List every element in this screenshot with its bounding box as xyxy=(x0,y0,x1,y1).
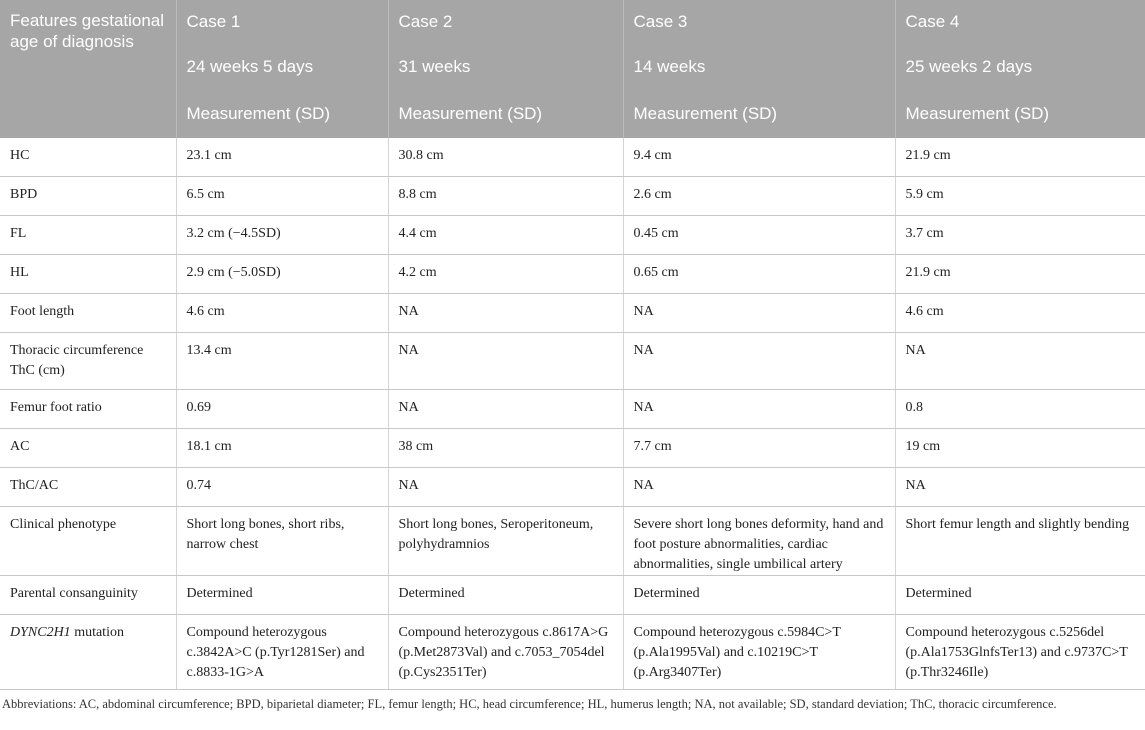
header-features: Features gestational age of diagnosis xyxy=(0,0,176,138)
table-cell: 4.2 cm xyxy=(388,255,623,294)
table-cell: Compound heterozygous c.5984C>T (p.Ala1995Val) and c.10219C>T (p.Arg3407Ter) xyxy=(623,615,895,690)
row-feature: Femur foot ratio xyxy=(0,390,176,429)
table-cell: Compound heterozygous c.3842A>C (p.Tyr1281Ser) and c.8833-1G>A xyxy=(176,615,388,690)
table-row xyxy=(0,507,1145,576)
table-row xyxy=(0,429,1145,468)
row-feature: AC xyxy=(0,429,176,468)
table-body xyxy=(0,138,1145,690)
header-case-name: Case 1 xyxy=(176,0,388,44)
table-cell: 21.9 cm xyxy=(895,255,1145,294)
header-gestational-age: 25 weeks 2 days xyxy=(895,44,1145,90)
table-cell: 23.1 cm xyxy=(176,138,388,177)
table-row xyxy=(0,216,1145,255)
table-cell: 30.8 cm xyxy=(388,138,623,177)
header-measurement: Measurement (SD) xyxy=(623,90,895,138)
table-row xyxy=(0,177,1145,216)
table-cell: NA xyxy=(388,390,623,429)
footnote: Abbreviations: AC, abdominal circumference; BPD, biparietal diameter; FL, femur length; HC, head circumference; HL, humerus length; NA, not available; SD, standard deviation; ThC, thoracic circumference. xyxy=(2,697,1057,711)
table-cell: 9.4 cm xyxy=(623,138,895,177)
table-cell: 0.74 xyxy=(176,468,388,507)
table-cell: 0.65 cm xyxy=(623,255,895,294)
gene-suffix: mutation xyxy=(70,625,124,640)
table-cell: NA xyxy=(623,468,895,507)
table-cell: 2.9 cm (−5.0SD) xyxy=(176,255,388,294)
table-cell: 8.8 cm xyxy=(388,177,623,216)
table-cell: Short femur length and slightly bending xyxy=(895,507,1145,576)
table-cell: 38 cm xyxy=(388,429,623,468)
table-cell: Short long bones, short ribs, narrow chest xyxy=(176,507,388,576)
table-row xyxy=(0,615,1145,690)
table-cell: NA xyxy=(388,333,623,390)
table-row xyxy=(0,255,1145,294)
table-cell: Compound heterozygous c.8617A>G (p.Met2873Val) and c.7053_7054del (p.Cys2351Ter) xyxy=(388,615,623,690)
table-cell: 4.4 cm xyxy=(388,216,623,255)
table-cell: Short long bones, Seroperitoneum, polyhydramnios xyxy=(388,507,623,576)
table-cell: Severe short long bones deformity, hand and foot posture abnormalities, cardiac abnormalities, single umbilical artery xyxy=(623,507,895,576)
header-gestational-age: 14 weeks xyxy=(623,44,895,90)
gene-name: DYNC2H1 xyxy=(10,625,71,640)
table-cell: Determined xyxy=(895,576,1145,615)
table-cell: 0.45 cm xyxy=(623,216,895,255)
row-feature: Clinical phenotype xyxy=(0,507,176,576)
table-cell: 4.6 cm xyxy=(176,294,388,333)
table-cell: NA xyxy=(623,390,895,429)
table-cell: Determined xyxy=(388,576,623,615)
header-gestational-age: 31 weeks xyxy=(388,44,623,90)
table-cell: 6.5 cm xyxy=(176,177,388,216)
header-case-name: Case 4 xyxy=(895,0,1145,44)
row-feature: FL xyxy=(0,216,176,255)
table-cell: 2.6 cm xyxy=(623,177,895,216)
table-cell: 5.9 cm xyxy=(895,177,1145,216)
header-row-case xyxy=(0,0,1145,44)
table-row xyxy=(0,576,1145,615)
table-cell: Compound heterozygous c.5256del (p.Ala1753GlnfsTer13) and c.9737C>T (p.Thr3246Ile) xyxy=(895,615,1145,690)
table-cell: NA xyxy=(388,468,623,507)
header-case-name: Case 3 xyxy=(623,0,895,44)
table-cell: 13.4 cm xyxy=(176,333,388,390)
table-cell: 21.9 cm xyxy=(895,138,1145,177)
table-cell: NA xyxy=(388,294,623,333)
row-feature: HL xyxy=(0,255,176,294)
header-gestational-age: 24 weeks 5 days xyxy=(176,44,388,90)
row-feature: BPD xyxy=(0,177,176,216)
table-cell: NA xyxy=(623,294,895,333)
row-feature xyxy=(0,615,176,690)
table-cell: 18.1 cm xyxy=(176,429,388,468)
table-cell: 7.7 cm xyxy=(623,429,895,468)
table-cell: Determined xyxy=(176,576,388,615)
table-cell: 3.2 cm (−4.5SD) xyxy=(176,216,388,255)
row-feature: HC xyxy=(0,138,176,177)
header-measurement: Measurement (SD) xyxy=(388,90,623,138)
table-cell: Determined xyxy=(623,576,895,615)
row-feature: Thoracic circumference ThC (cm) xyxy=(0,333,176,390)
row-feature: ThC/AC xyxy=(0,468,176,507)
table-cell: 19 cm xyxy=(895,429,1145,468)
table-header xyxy=(0,0,1145,138)
table-row xyxy=(0,390,1145,429)
table-row xyxy=(0,294,1145,333)
header-case-name: Case 2 xyxy=(388,0,623,44)
header-measurement: Measurement (SD) xyxy=(895,90,1145,138)
table-cell: 3.7 cm xyxy=(895,216,1145,255)
row-feature: Parental consanguinity xyxy=(0,576,176,615)
table-cell: NA xyxy=(895,468,1145,507)
table-row xyxy=(0,138,1145,177)
table-cell: 0.69 xyxy=(176,390,388,429)
table-cell: NA xyxy=(623,333,895,390)
header-measurement: Measurement (SD) xyxy=(176,90,388,138)
table-cell: NA xyxy=(895,333,1145,390)
table-row xyxy=(0,468,1145,507)
table-cell: 4.6 cm xyxy=(895,294,1145,333)
table-cell: 0.8 xyxy=(895,390,1145,429)
row-feature: Foot length xyxy=(0,294,176,333)
table-row xyxy=(0,333,1145,390)
